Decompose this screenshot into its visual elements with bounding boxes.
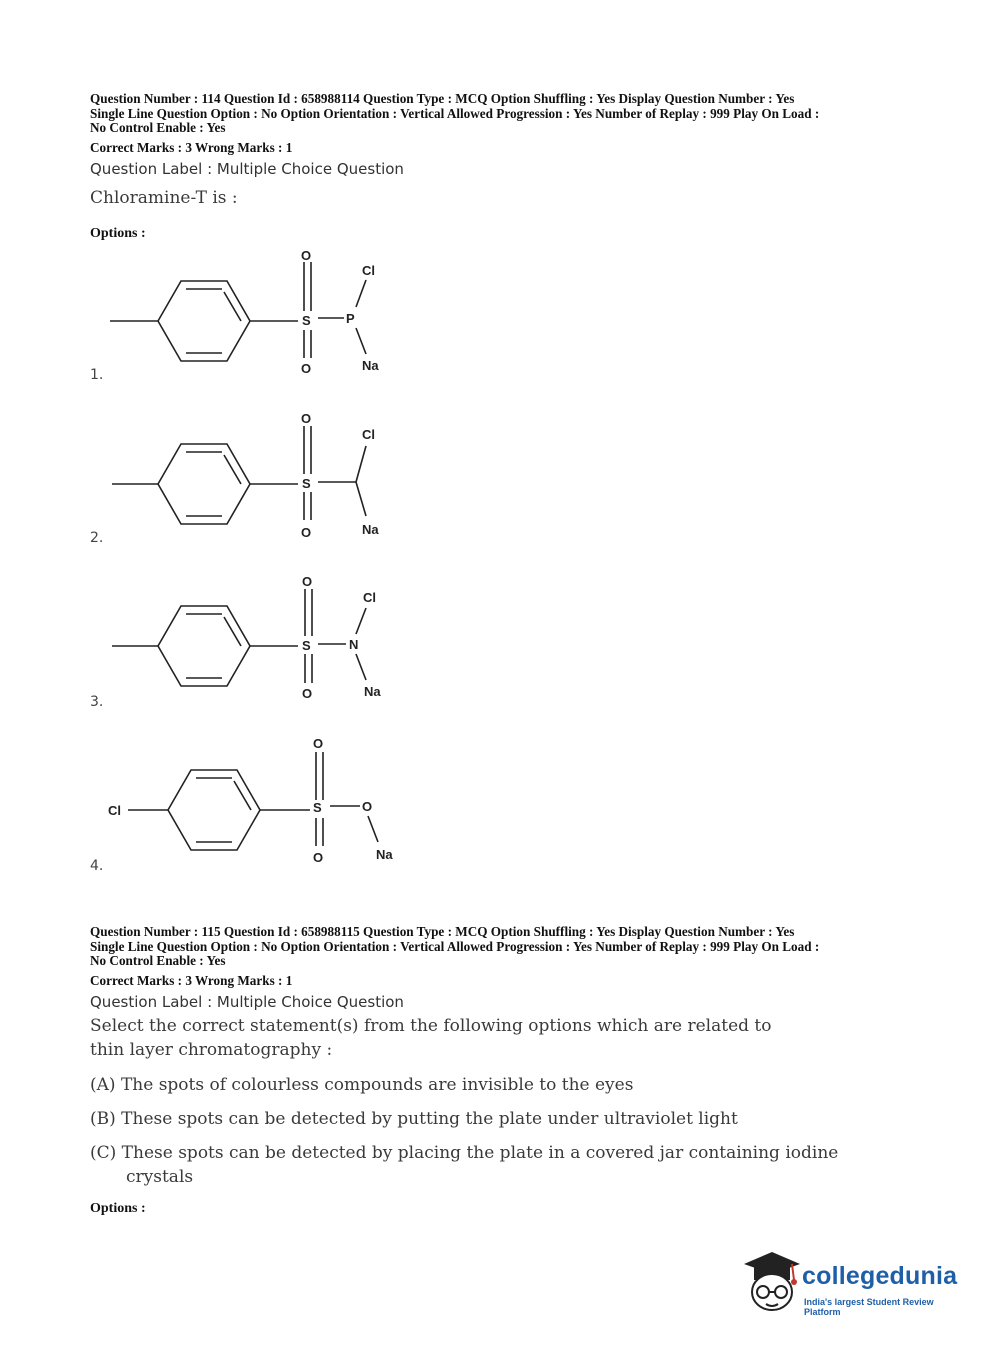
q115-statement-a: (A) The spots of colourless compounds are invisible to the eyes	[90, 1075, 634, 1095]
q115-statement-c: (C) These spots can be detected by placing the plate in a covered jar containing iodine crystals	[90, 1143, 839, 1187]
q114-option-1-number: 1.	[90, 367, 104, 383]
logo-name: collegedunia	[802, 1262, 958, 1290]
q115-options-label: Options :	[90, 1201, 146, 1216]
q114-marks: Correct Marks : 3 Wrong Marks : 1	[90, 140, 293, 155]
q115-question-line2: thin layer chromatography :	[90, 1040, 333, 1060]
q115-meta	[90, 925, 920, 969]
q114-opt4-center-atom: S	[313, 800, 322, 815]
q115-meta-line3: No Control Enable : Yes	[90, 953, 226, 968]
mascot-icon	[742, 1250, 802, 1316]
q114-meta-line3: No Control Enable : Yes	[90, 120, 226, 135]
collegedunia-logo	[742, 1250, 972, 1320]
q114-opt2-center-atom: S	[302, 476, 311, 491]
q114-opt3-hetero-atom: N	[349, 637, 359, 652]
q115-meta-line2: Single Line Question Option : No Option Orientation : Vertical Allowed Progression : Yes Number of Replay : 999 Play On Load :	[90, 938, 820, 954]
q114-question-label: Question Label : Multiple Choice Question	[90, 160, 404, 178]
q114-opt4-left-atom: Cl	[108, 803, 121, 818]
q114-options-label: Options :	[90, 226, 146, 241]
q114-opt3-upper-atom: Cl	[363, 590, 376, 605]
q114-option-4-number: 4.	[90, 858, 104, 874]
q114-opt2-bottom-atom: O	[301, 525, 312, 540]
logo-tagline: India's largest Student Review Platform	[804, 1297, 934, 1317]
q114-opt1-hetero-atom: P	[346, 311, 355, 326]
q114-opt3-lower-atom: Na	[364, 684, 381, 699]
q114-opt2-upper-atom: Cl	[362, 427, 375, 442]
q114-opt4-lower-atom: Na	[376, 847, 393, 862]
q114-opt2-lower-atom: Na	[362, 522, 379, 537]
q114-meta-line1: Question Number : 114 Question Id : 658988114 Question Type : MCQ Option Shuffling : Yes Display Question Number : Yes	[90, 91, 795, 106]
q114-opt3-center-atom: S	[302, 638, 311, 653]
q114-opt1-center-atom: S	[302, 313, 311, 328]
q114-meta-line2: Single Line Question Option : No Option Orientation : Vertical Allowed Progression : Yes Number of Replay : 999 Play On Load :	[90, 105, 820, 121]
q114-option-3-number: 3.	[90, 694, 104, 710]
q115-question-line1: Select the correct statement(s) from the following options which are related to	[90, 1016, 772, 1036]
q114-opt3-top-atom: O	[302, 574, 313, 589]
q114-opt2-top-atom: O	[301, 411, 312, 426]
q115-marks: Correct Marks : 3 Wrong Marks : 1	[90, 973, 293, 988]
q115-statement-b: (B) These spots can be detected by putting the plate under ultraviolet light	[90, 1109, 738, 1129]
q114-opt3-bottom-atom: O	[302, 686, 313, 701]
q114-opt4-top-atom: O	[313, 736, 324, 751]
q115-meta-line1: Question Number : 115 Question Id : 658988115 Question Type : MCQ Option Shuffling : Yes Display Question Number : Yes	[90, 924, 795, 939]
q114-opt1-lower-atom: Na	[362, 358, 379, 373]
q114-option-2-number: 2.	[90, 530, 104, 546]
q114-opt1-upper-atom: Cl	[362, 263, 375, 278]
q114-opt4-bottom-atom: O	[313, 850, 324, 865]
q114-question-text: Chloramine-T is :	[90, 188, 238, 208]
q114-opt1-top-atom: O	[301, 248, 312, 263]
q115-question-text	[90, 1014, 772, 1062]
q114-opt4-hetero-atom: O	[362, 799, 373, 814]
q115-question-label: Question Label : Multiple Choice Question	[90, 993, 404, 1011]
q114-opt1-bottom-atom: O	[301, 361, 312, 376]
